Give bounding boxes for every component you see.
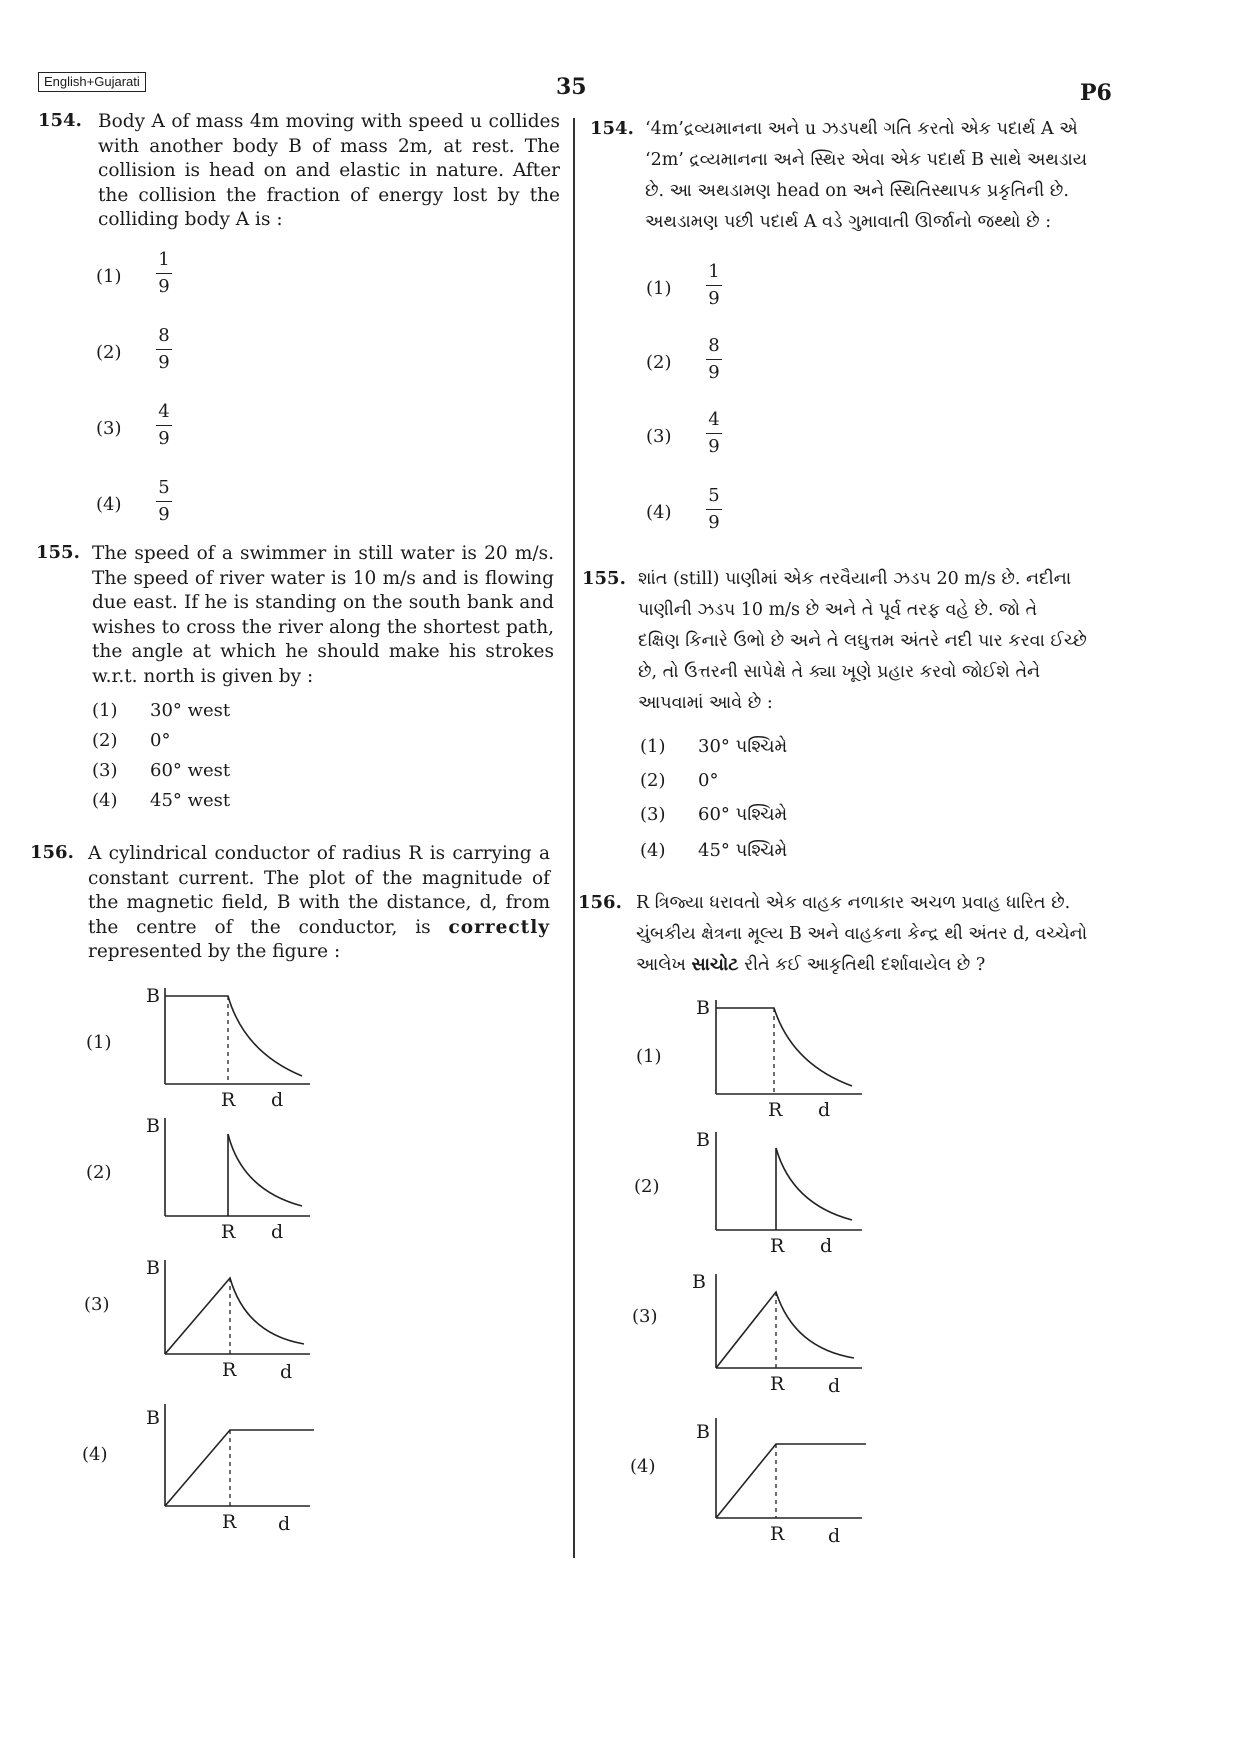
gu-q155-line: શાંત (still) પાણીમાં એક તરવૈયાની ઝડપ 20 m/s છે. નદીના [638, 569, 1072, 589]
denominator: 9 [158, 428, 170, 449]
r-label: R [770, 1235, 785, 1257]
gu-q156-line: R ત્રિજ્યા ધરાવતો એક વાહક નળાકાર અચળ પ્રવાહ ધારિત છે. [636, 893, 1071, 913]
r-label: R [770, 1523, 785, 1545]
language-tag: English+Gujarati [38, 72, 146, 92]
page-number: 35 [556, 74, 587, 100]
q156-option-3-label: (3) [84, 1294, 110, 1315]
q154-option-3-label: (3) [96, 418, 122, 439]
x-axis-label: d [271, 1089, 284, 1111]
x-axis-label: d [828, 1375, 841, 1397]
q154-option-2-label: (2) [96, 342, 122, 363]
q156-graph-1 [140, 980, 320, 1110]
q154-option-4-label: (4) [96, 494, 122, 515]
fraction-bar [156, 501, 172, 502]
b-field-curve [716, 1008, 852, 1086]
q154-option-3-fraction [156, 402, 172, 449]
q155-option-4-text: 45° west [150, 790, 231, 811]
gu-q155-line: પાણીની ઝડપ 10 m/s છે અને તે પૂર્વ તરફ વહે છે. જો તે [638, 600, 1038, 620]
gu-q154-option-2-fraction [706, 336, 722, 383]
gu-q155-line: છે, તો ઉત્તરની સાપેક્ષે તે ક્યા ખૂણે પ્રહાર કરવો જોઈશે તેને [638, 662, 1041, 682]
gu-q154-option-3-fraction [706, 410, 722, 457]
gu-q154-line: અથડામણ પછી પદાર્થ A વડે ગુમાવાતી ઊર્જાનો જથ્થો છે : [645, 212, 1052, 232]
fraction-bar [156, 273, 172, 274]
gu-q154-option-3-label: (3) [646, 426, 672, 447]
fraction-bar [706, 285, 722, 286]
numerator: 8 [708, 335, 720, 356]
q154-option-4-fraction [156, 478, 172, 525]
y-axis-label: B [146, 1115, 160, 1137]
numerator: 8 [158, 325, 170, 346]
x-axis-label: d [828, 1525, 841, 1547]
fraction-bar [706, 433, 722, 434]
q154-option-1-fraction [156, 250, 172, 297]
numerator: 5 [158, 477, 170, 498]
b-field-curve [165, 996, 302, 1076]
q156-option-1-label: (1) [86, 1032, 112, 1053]
gu-q154-option-1-label: (1) [646, 278, 672, 299]
gu-q156-graph-4 [692, 1410, 872, 1550]
x-axis-label: d [271, 1221, 284, 1243]
b-field-curve [165, 1278, 304, 1354]
q156-graph-2 [140, 1110, 320, 1243]
gu-q156-line: ચુંબકીય ક્ષેત્રના મૂલ્ય B અને વાહકના કેન્દ્ર થી અંતર d, વચ્ચેનો [636, 924, 1088, 944]
denominator: 9 [158, 352, 170, 373]
y-axis-label: B [692, 1271, 706, 1293]
numerator: 4 [158, 401, 170, 422]
q155-option-2-text: 0° [150, 730, 171, 751]
b-field-curve [776, 1148, 852, 1220]
denominator: 9 [708, 436, 720, 457]
numerator: 1 [158, 249, 170, 270]
column-divider [573, 118, 575, 1558]
r-label: R [221, 1089, 236, 1111]
numerator: 4 [708, 409, 720, 430]
gu-q156-graph-1 [692, 994, 872, 1124]
gu-q156-emphasis: સાચોટ [691, 955, 739, 975]
gu-q154-option-2-label: (2) [646, 352, 672, 373]
b-field-curve [716, 1292, 854, 1368]
q156-text [88, 842, 550, 965]
gu-q154-number: 154. [590, 118, 634, 139]
r-label: R [768, 1099, 783, 1121]
fraction-bar [706, 509, 722, 510]
gu-q156-option-4-label: (4) [630, 1456, 656, 1477]
numerator: 5 [708, 485, 720, 506]
q156-option-2-label: (2) [86, 1162, 112, 1183]
gu-q156-graph-3 [692, 1264, 872, 1397]
gu-q154-option-4-label: (4) [646, 502, 672, 523]
q156-text-emphasis: correctly [448, 916, 550, 938]
gu-q155-option-4-label: (4) [640, 840, 666, 861]
gu-q155-option-2-text: 0° [698, 770, 719, 791]
q156-graph-4 [140, 1400, 320, 1540]
gu-q156-option-2-label: (2) [634, 1176, 660, 1197]
denominator: 9 [708, 362, 720, 383]
gu-q155-option-3-text: 60° પશ્ચિમે [698, 804, 788, 825]
q156-text-main: A cylindrical conductor of radius R is carrying a constant current. The plot of the magnitude of the magnetic field, B with the distance, d, from the centre of the conductor, is [88, 843, 550, 938]
gu-q155-option-2-label: (2) [640, 770, 666, 791]
denominator: 9 [158, 276, 170, 297]
q155-option-1-text: 30° west [150, 700, 231, 721]
denominator: 9 [708, 288, 720, 309]
y-axis-label: B [146, 985, 160, 1007]
q155-number: 155. [36, 542, 80, 563]
gu-q154-line: ‘2m’ દ્રવ્યમાનના અને સ્થિર એવા એક પદાર્થ B સાથે અથડાય [645, 150, 1088, 170]
b-field-curve [165, 1430, 314, 1506]
paper-code: P6 [1080, 80, 1112, 106]
q155-option-3-text: 60° west [150, 760, 231, 781]
q156-option-4-label: (4) [82, 1444, 108, 1465]
q154-option-1-label: (1) [96, 266, 122, 287]
gu-q155-option-4-text: 45° પશ્ચિમે [698, 840, 788, 861]
y-axis-label: B [146, 1257, 160, 1279]
q155-text: The speed of a swimmer in still water is 20 m/s. The speed of river water is 10 m/s and is flowing due east. If he is standing on the south bank and wishes to cross the river along the shortest path, the angle at which he should make his strokes w.r.t. north is given by : [92, 543, 554, 687]
gu-q156-line3-post: રીતે કઈ આકૃતિથી દર્શાવાયેલ છે ? [744, 955, 986, 975]
q156-text-tail: represented by the figure : [88, 941, 341, 962]
q154-number: 154. [38, 110, 82, 131]
x-axis-label: d [820, 1235, 833, 1257]
gu-q154-option-1-fraction [706, 262, 722, 309]
r-label: R [222, 1511, 237, 1533]
q155-option-4-label: (4) [92, 790, 118, 811]
q155-option-1-label: (1) [92, 700, 118, 721]
y-axis-label: B [696, 1421, 710, 1443]
gu-q155-line: આપવામાં આવે છે : [638, 693, 773, 713]
fraction-bar [156, 425, 172, 426]
gu-q156-line [636, 950, 1106, 981]
numerator: 1 [708, 261, 720, 282]
gu-q156-line3-pre: આલેખ [636, 955, 686, 975]
gu-q155-option-1-text: 30° પશ્ચિમે [698, 736, 788, 757]
gu-q156-text [636, 888, 1106, 981]
b-field-curve [228, 1134, 302, 1206]
gu-q154-line: છે. આ અથડામણ head on અને સ્થિતિસ્થાપક પ્રકૃતિની છે. [645, 181, 1069, 201]
denominator: 9 [708, 512, 720, 533]
denominator: 9 [158, 504, 170, 525]
fraction-bar [156, 349, 172, 350]
x-axis-label: d [278, 1513, 291, 1535]
y-axis-label: B [146, 1407, 160, 1429]
gu-q154-text [645, 114, 1105, 238]
gu-q156-graph-2 [692, 1124, 872, 1257]
x-axis-label: d [280, 1361, 293, 1383]
gu-q154-option-4-fraction [706, 486, 722, 533]
r-label: R [222, 1359, 237, 1381]
gu-q155-number: 155. [582, 568, 626, 589]
gu-q156-number: 156. [578, 892, 622, 913]
q154-text: Body A of mass 4m moving with speed u collides with another body B of mass 2m, at rest. The collision is head on and elastic in nature. After the collision the fraction of energy lost by the colliding body A is : [98, 111, 560, 230]
fraction-bar [706, 359, 722, 360]
q156-number: 156. [30, 842, 74, 863]
q154-option-2-fraction [156, 326, 172, 373]
gu-q155-option-3-label: (3) [640, 804, 666, 825]
q155-option-3-label: (3) [92, 760, 118, 781]
r-label: R [221, 1221, 236, 1243]
q155-option-2-label: (2) [92, 730, 118, 751]
y-axis-label: B [696, 997, 710, 1019]
gu-q155-line: દક્ષિણ કિનારે ઉભો છે અને તે લઘુત્તમ અંતરે નદી પાર કરવા ઈચ્છે [638, 631, 1087, 651]
b-field-curve [716, 1444, 866, 1518]
q156-graph-3 [140, 1250, 320, 1383]
gu-q156-option-1-label: (1) [636, 1046, 662, 1067]
y-axis-label: B [696, 1129, 710, 1151]
gu-q154-line: ‘4m’દ્રવ્યમાનના અને u ઝડપથી ગતિ કરતો એક પદાર્થ A એ [645, 119, 1078, 139]
gu-q155-option-1-label: (1) [640, 736, 666, 757]
gu-q155-text [638, 564, 1108, 719]
x-axis-label: d [818, 1099, 831, 1121]
r-label: R [770, 1373, 785, 1395]
gu-q156-option-3-label: (3) [632, 1306, 658, 1327]
